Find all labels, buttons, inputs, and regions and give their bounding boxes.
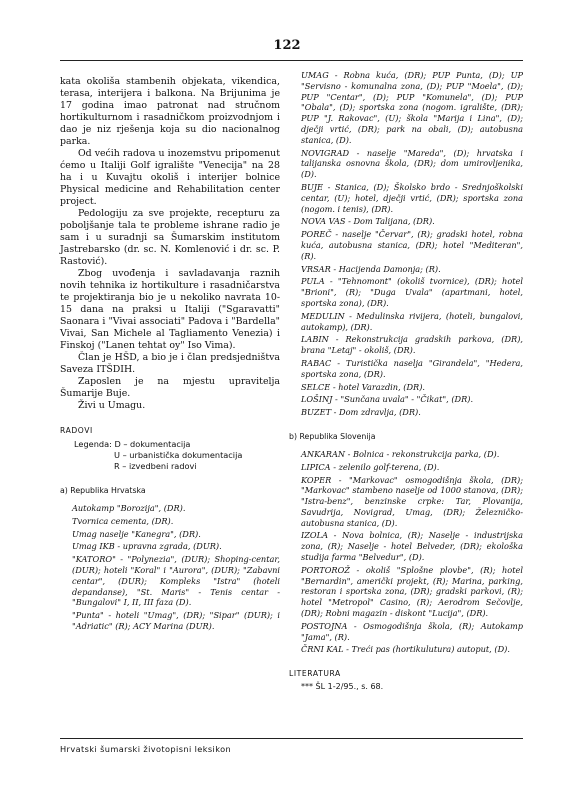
work-entry: VRSAR - Hacijenda Damonja; (R). [301,263,441,274]
work-entry: Autokamp "Borozija", (DR). [72,503,186,513]
employment-line: Zaposlen je na mjestu upravitelja Šumarije Buje. [60,376,280,399]
legend-line-1: Legenda: D – dokumentacija [74,439,191,449]
left-column [60,76,280,634]
header-rule [60,60,523,61]
work-entry: LOŠINJ - "Sunčana uvala" - "Čikat", (DR). [301,394,474,405]
work-entry: LABIN - Rekonstrukcija gradskih parkova, (DR), brana "Letaj" - okoliš, (DR). [301,334,523,356]
work-entry: BUJE - Stanica, (D); Školsko brdo - Srednjoškolski centar, (U); hotel, dječji vrtić, (DR); sportska zona (nogom. i tenis), (DR). [301,181,523,214]
work-entry: LIPICA - zelenilo golf-terena, (D). [301,461,440,472]
work-entry: ČRNI KAL - Treći pas (hortikulutura) autoput, (D). [301,644,510,655]
paragraph-2: Od većih radova u inozemstvu pripomenut ćemo u Italiji Golf igralište "Venecija" na 28 ha i u Kuvajtu okoliš i interijer bolnice Physical medicine and Rehabilitation center project. [60,148,280,207]
work-entry: IZOLA - Nova bolnica, (R); Naselje - industrijska zona, (R); Naselje - hotel Belveder, (DR); ekološka studija farma "Belvedur", (D). [301,530,523,563]
work-entry: NOVA VAS - Dom Talijana, (DR). [301,216,435,227]
legend-line-2: U – urbanistička dokumentacija [114,450,243,460]
work-entry: NOVIGRAD - naselje "Mareda", (D); hrvatska i talijanska osnovna škola, (DR); dom umirovljenika, (D). [301,147,523,180]
page-number: 122 [273,38,301,53]
legend-line-3: R – izvedbeni radovi [114,461,197,471]
paragraph-3: Pedologiju za sve projekte, recepturu za poboljšanje tala te probleme ishrane radio je sam i u suradnji sa Šumarskim institutom Jastrebarsko (dr. sc. N. Komlenović i dr. sc. P. Rastović). [60,208,280,267]
work-entry: POSTOJNA - Osmogodišnja škola, (R); Autokamp "Jama", (R). [301,620,523,642]
work-entry: SELCE - hotel Varazdin, (DR). [301,381,426,392]
right-column [289,70,523,691]
work-entry: "KATORO" - "Polynezia", (DUR); Shoping-centar, (DUR); hoteli "Koral" i "Aurora", (DUR); "Zabavni centar", (DUR); Kompleks "Istra" (hoteli depandanse), "St. Maris" - Tenis centar - "Bungalovi" I, II, III faza (D). [72,554,280,608]
work-entry: PORTOROŽ - okoliš "Splošne plovbe", (R); hotel "Bernardin", američki projekt, (R); Marina, parking, restoran i sportska zona, (DR); gradski parkovi, (R); hotel "Metropol" Casino, (R); Aerodrom Sečovlje, (DR); Robni magazin - diskont "Lucija", (DR). [301,564,523,619]
work-entry: Umag IKB - upravna zgrada, (DUR). [72,541,222,552]
residence-line: Živi u Umagu. [78,400,146,411]
paragraph-5: Član je HŠD, a bio je i član predsjedništva Saveza ITŠDIH. [60,352,280,375]
region-slovenia-heading: b) Republika Slovenija [289,431,376,441]
work-entry: Umag naselje "Kanegra", (DR). [72,528,201,539]
paragraph-1: kata okoliša stambenih objekata, vikendica, terasa, interijera i balkona. Na Brijunima je 17 godina imao patronat nad stručnom hortikulturnom i rasadničkom proizvodnjom i dao je niz rješenja koja su dio nacionalnog parka. [60,76,280,147]
radovi-heading: RADOVI [60,426,93,435]
work-entry: PULA - "Tehnomont" (okoliš tvornice), (DR); hotel "Brioni", (R); "Duga Uvala" (apartmani, hotel, sportska zona), (DR). [301,276,523,308]
footer-rule [60,738,523,739]
paragraph-4: Zbog uvođenja i savladavanja raznih novih tehnika iz hortikulture i rasadničarstva te projektiranja bio je u nekoliko navrata 10-15 dana na praksi u Italiji ("Sgaravatti" Saonara i "Vivai associati" Padova i "Bardella" Vivai, San Michele al Tagliamento Venezia) i Finskoj ("Lanen tehtat oy" Iso Vima). [60,268,280,351]
work-entry: MEDULIN - Medulinska rivijera, (hoteli, bungalovi, autokamp), (DR). [301,310,523,332]
region-croatia-heading: a) Republika Hrvatska [60,486,146,495]
literatura-heading: LITERATURA [289,669,341,679]
work-entry: POREČ - naselje "Červar", (R); gradski hotel, robna kuća, autobusna stanica, (DR); hotel "Mediteran", (R). [301,229,523,261]
work-entry: KOPER - "Markovac" osmogodišnja škola, (DR); "Markovac" stambeno naselje od 1000 stanova, (DR); "Istra-benz", benzinske crpke: Tar, Plovanija, Savudrija, Novigrad, Umag, (DR); Železničko-autobusna stanica, (D). [301,474,523,528]
literatura-entry: *** ŠL 1-2/95., s. 68. [301,682,384,692]
footer-title: Hrvatski šumarski životopisni leksikon [60,744,232,754]
work-entry: Tvornica cementa, (DR). [72,515,174,526]
work-entry: ANKARAN - Bolnica - rekonstrukcija parka, (D). [301,448,500,459]
work-entry: UMAG - Robna kuća, (DR); PUP Punta, (D); UP "Servisno - komunalna zona, (D); PUP "Moela", (D); PUP "Centar", (D); PUP "Komunela", (D); PUP "Obala", (D); sportska zona (nogom. igralište, (DR); PUP "J. Rakovac", (U); škola "Marija i Lina", (D); dječji vrtić, (DR); park na obali, (D); autobusna stanica, (D). [301,70,523,145]
work-entry: RABAC - Turistička naselja "Girandela", "Hedera, sportska zona, (DR). [301,357,523,379]
work-entry: "Punta" - hoteli "Umag", (DR); "Sipar" (DUR); i "Adriatic" (R); ACY Marina (DUR). [72,610,280,631]
work-entry: BUZET - Dom zdravlja, (DR). [301,407,421,418]
